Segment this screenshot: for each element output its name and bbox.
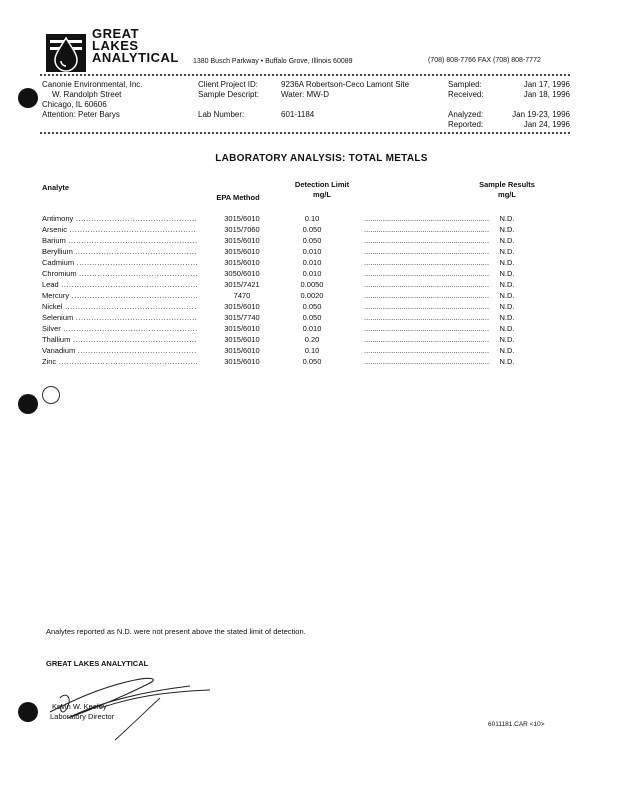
project-labels — [198, 80, 259, 120]
leader-dots: ............................................................ — [364, 247, 490, 256]
table-row — [42, 313, 572, 324]
punch-hole — [18, 88, 38, 108]
table-row — [42, 302, 572, 313]
project-id-value: 9236A Robertson-Ceco Lamont Site — [281, 80, 410, 89]
project-id-label: Client Project ID: — [198, 80, 259, 89]
method-cell: 3015/6010 — [224, 214, 260, 223]
col-analyte-header: Analyte — [42, 183, 70, 192]
file-reference: 6011181.CAR <10> — [488, 721, 545, 728]
method-cell: 7470 — [233, 291, 251, 300]
table-row — [42, 247, 572, 258]
analyte-cell: Lead ..... — [42, 280, 197, 289]
analyte-cell: Chromium ..... — [42, 269, 197, 278]
analyzed-label: Analyzed: — [448, 110, 484, 119]
result-cell: N.D. — [499, 313, 515, 322]
method-cell: 3015/6010 — [224, 302, 260, 311]
col-limit-header-line1: Detection Limit — [294, 180, 350, 189]
great-lakes-logo-icon — [46, 34, 86, 72]
result-cell: N.D. — [499, 324, 515, 333]
result-cell: N.D. — [499, 247, 515, 256]
method-cell: 3015/6010 — [224, 324, 260, 333]
sampled-label: Sampled: — [448, 80, 482, 89]
client-attention: Attention: Peter Barys — [42, 110, 120, 119]
analyte-cell: Thallium ..... — [42, 335, 197, 344]
result-cell: N.D. — [499, 258, 515, 267]
table-row — [42, 214, 572, 225]
method-cell: 3015/6010 — [224, 346, 260, 355]
limit-cell: 0.0050 — [300, 280, 324, 289]
leader-dots: ............................................................ — [364, 346, 490, 355]
company-phone: (708) 808-7766 FAX (708) 808-7772 — [428, 57, 541, 64]
limit-cell: 0.010 — [302, 269, 322, 278]
result-cell: N.D. — [499, 236, 515, 245]
col-result-header-line2: mg/L — [498, 190, 516, 199]
table-row — [42, 280, 572, 291]
leader-dots: ............................................................ — [364, 335, 490, 344]
signer-name: Kevin W. Keeley — [52, 702, 107, 711]
sample-descript-value: Water: MW-D — [281, 90, 329, 99]
table-row — [42, 236, 572, 247]
table-row — [42, 357, 572, 368]
company-logo-text — [92, 28, 179, 64]
punch-hole-ring — [42, 386, 60, 404]
table-row — [42, 269, 572, 280]
sampled-value: Jan 17, 1996 — [523, 80, 570, 89]
logo-line-3: ANALYTICAL — [92, 50, 179, 65]
col-limit-header-line2: mg/L — [313, 190, 331, 199]
leader-dots: ............................................................ — [364, 269, 490, 278]
limit-cell: 0.20 — [304, 335, 320, 344]
method-cell: 3050/6010 — [224, 269, 260, 278]
leader-dots: ............................................................ — [364, 236, 490, 245]
col-result-header — [462, 180, 552, 200]
method-cell: 3015/6010 — [224, 247, 260, 256]
leader-dots: ............................................................ — [364, 291, 490, 300]
analyte-cell: Zinc ..... — [42, 357, 197, 366]
result-cell: N.D. — [499, 335, 515, 344]
leader-dots: ............................................................ — [364, 313, 490, 322]
leader-dots: ............................................................ — [364, 214, 490, 223]
limit-cell: 0.010 — [302, 247, 322, 256]
company-address: 1380 Busch Parkway • Buffalo Grove, Illinois 60089 — [193, 58, 353, 65]
result-cell: N.D. — [499, 214, 515, 223]
analyte-cell: Vanadium ..... — [42, 346, 197, 355]
col-limit-header — [282, 180, 362, 200]
analyte-cell: Nickel ..... — [42, 302, 197, 311]
result-cell: N.D. — [499, 357, 515, 366]
method-cell: 3015/7421 — [224, 280, 260, 289]
client-street: W. Randolph Street — [52, 90, 122, 99]
leader-dots: ............................................................ — [364, 357, 490, 366]
analyte-cell: Silver ..... — [42, 324, 197, 333]
analyte-cell: Selenium ..... — [42, 313, 197, 322]
method-cell: 3015/7740 — [224, 313, 260, 322]
project-values — [281, 80, 409, 120]
table-row — [42, 335, 572, 346]
footer-company: GREAT LAKES ANALYTICAL — [46, 659, 149, 668]
table-row — [42, 346, 572, 357]
header-rule-top — [40, 74, 570, 76]
method-cell: 3015/6010 — [224, 258, 260, 267]
leader-dots: ............................................................ — [364, 302, 490, 311]
limit-cell: 0.050 — [302, 302, 322, 311]
header-rule-bottom — [40, 132, 570, 134]
method-cell: 3015/7060 — [224, 225, 260, 234]
logo-line-1: GREAT — [92, 26, 140, 41]
result-cell: N.D. — [499, 269, 515, 278]
punch-hole — [18, 394, 38, 414]
limit-cell: 0.050 — [302, 236, 322, 245]
detection-note: Analytes reported as N.D. were not present above the stated limit of detection. — [46, 627, 306, 636]
table-row — [42, 324, 572, 335]
col-method-header: EPA Method — [216, 193, 260, 202]
client-name: Canonie Environmental, Inc. — [42, 80, 143, 89]
logo-line-2: LAKES — [92, 38, 139, 53]
result-cell: N.D. — [499, 225, 515, 234]
leader-dots: ............................................................ — [364, 225, 490, 234]
leader-dots: ............................................................ — [364, 324, 490, 333]
signer-title: Laboratory Director — [50, 712, 115, 721]
received-value: Jan 18, 1996 — [523, 90, 570, 99]
analyte-cell: Cadmium ..... — [42, 258, 197, 267]
limit-cell: 0.0020 — [300, 291, 324, 300]
method-cell: 3015/6010 — [224, 236, 260, 245]
analyte-cell: Arsenic ..... — [42, 225, 197, 234]
table-row — [42, 258, 572, 269]
result-cell: N.D. — [499, 302, 515, 311]
result-cell: N.D. — [499, 346, 515, 355]
limit-cell: 0.050 — [302, 313, 322, 322]
analyte-cell: Mercury ..... — [42, 291, 197, 300]
reported-value: Jan 24, 1996 — [523, 120, 570, 129]
limit-cell: 0.10 — [304, 214, 320, 223]
client-block — [42, 80, 143, 120]
received-label: Received: — [448, 90, 484, 99]
lab-number-label: Lab Number: — [198, 110, 245, 119]
date-labels — [448, 80, 484, 130]
limit-cell: 0.10 — [304, 346, 320, 355]
method-cell: 3015/6010 — [224, 335, 260, 344]
result-cell: N.D. — [499, 291, 515, 300]
leader-dots: ............................................................ — [364, 280, 490, 289]
analyte-cell: Barium ..... — [42, 236, 197, 245]
method-cell: 3015/6010 — [224, 357, 260, 366]
punch-hole — [18, 702, 38, 722]
col-result-header-line1: Sample Results — [479, 180, 535, 189]
limit-cell: 0.050 — [302, 225, 322, 234]
limit-cell: 0.050 — [302, 357, 322, 366]
analyzed-value: Jan 19-23, 1996 — [512, 110, 570, 119]
table-row — [42, 225, 572, 236]
limit-cell: 0.010 — [302, 324, 322, 333]
lab-number-value: 601-1184 — [281, 110, 315, 119]
client-city: Chicago, IL 60606 — [42, 100, 107, 109]
analyte-cell: Antimony ..... — [42, 214, 197, 223]
limit-cell: 0.010 — [302, 258, 322, 267]
date-values — [498, 80, 570, 130]
reported-label: Reported: — [448, 120, 484, 129]
sample-descript-label: Sample Descript: — [198, 90, 259, 99]
report-title: LABORATORY ANALYSIS: TOTAL METALS — [215, 153, 428, 164]
leader-dots: ............................................................ — [364, 258, 490, 267]
result-cell: N.D. — [499, 280, 515, 289]
analyte-cell: Beryllium ..... — [42, 247, 197, 256]
table-row — [42, 291, 572, 302]
